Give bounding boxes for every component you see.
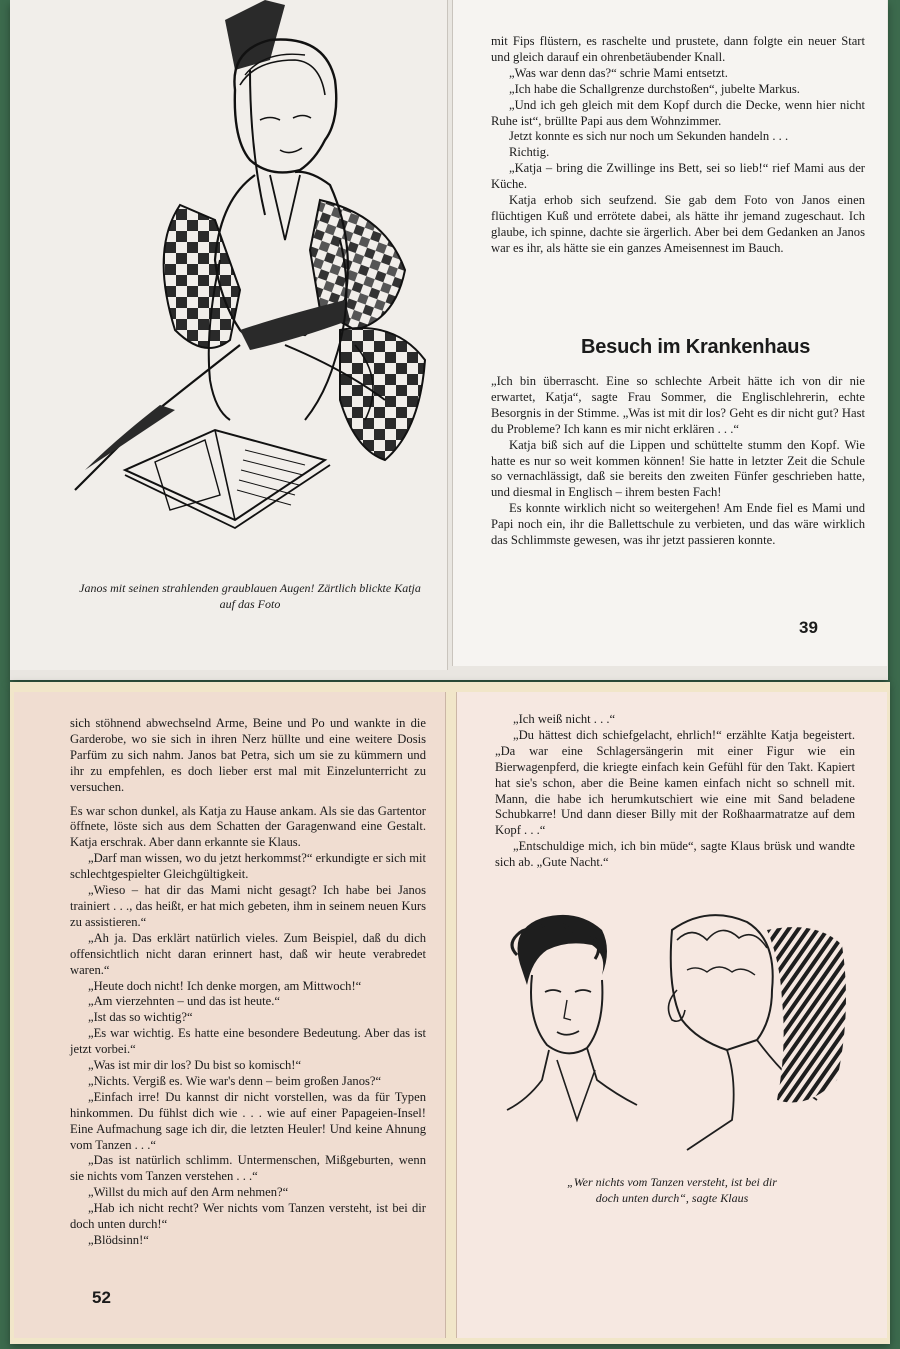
top-left-page [10, 0, 448, 670]
paragraph: „Du hättest dich schiefgelacht, ehrlich!“ erzählte Katja begeistert. „Da war eine Schlagersängerin mit einer Figur wie ein Bierwagenpferd, die kriegte einfach kein Gefühl für den Takt. Kapiert hat sie's schon, aber die Beine kamen einfach nicht so schnell mit. Mann, die habe ich herumkutschiert wie eine mit Sand beladene Schubkarre! Und dann dieser Billy mit der Roßhaarmatratze auf dem Kopf . . .“ [495, 727, 855, 838]
girl-reading-illustration [55, 0, 430, 570]
paragraph: „Ich habe die Schallgrenze durchstoßen“, jubelte Markus. [509, 81, 800, 96]
paragraph: Es konnte wirklich nicht so weitergehen! Am Ende fiel es Mami und Papi noch ein, ihr die Ballettschule zu verbieten, und das wäre wirklich das Schlimmste gewesen, was ihr jetzt passieren konnte. [491, 501, 865, 548]
paragraph: „Katja – bring die Zwillinge ins Bett, sei so lieb!“ rief Mami aus der Küche. [491, 161, 865, 192]
paragraph: Katja biß sich auf die Lippen und schüttelte stumm den Kopf. Wie hatte es nur so weit kommen können! Sie hatte in letzter Zeit die Schule so vernachlässigt, daß sie bereits den zweiten Fünfer geschrieben hatte, und diesmal in Englisch – ihrem besten Fach! [491, 437, 865, 500]
paragraph: „Ah ja. Das erklärt natürlich vieles. Zum Beispiel, daß du dich offensichtlich nicht daran erinnert hast, daß wir heute verabredet waren.“ [70, 930, 426, 977]
paragraph: „Willst du mich auf den Arm nehmen?“ [88, 1185, 289, 1200]
paragraph: sich stöhnend abwechselnd Arme, Beine und Po und wankte in die Garderobe, wo sie sich in ihren Nerz hüllte und eine weitere Dosis Parfüm zu sich nahm. Janos bat Petra, sich um sie zu kümmern und ihr zu empfehlen, es doch lieber erst mal mit Einzelunterricht zu versuchen. [70, 716, 426, 794]
page-number: 39 [799, 618, 818, 637]
paragraph: Richtig. [509, 145, 550, 160]
bottom-left-body-text [70, 716, 426, 1249]
paragraph: „Was war denn das?“ schrie Mami entsetzt. [509, 65, 728, 80]
paragraph: „Nichts. Vergiß es. Wie war's denn – beim großen Janos?“ [88, 1073, 382, 1088]
paragraph: „Am vierzehnten – und das ist heute.“ [88, 994, 280, 1009]
illustration-caption: Janos mit seinen strahlenden graublauen Augen! Zärtlich blickte Katja auf das Foto [79, 581, 421, 611]
bottom-book-spread [10, 682, 890, 1344]
top-right-body-text [491, 34, 865, 257]
paragraph: „Es war wichtig. Es hatte eine besondere Bedeutung. Aber das ist jetzt vorbei.“ [70, 1026, 426, 1057]
two-faces-illustration [487, 910, 857, 1160]
bottom-right-body-text [495, 712, 855, 871]
bottom-right-page [456, 692, 887, 1338]
paragraph: „Ich weiß nicht . . .“ [513, 712, 616, 726]
chapter-title: Besuch im Krankenhaus [581, 336, 811, 358]
paragraph: „Entschuldige mich, ich bin müde“, sagte Klaus brüsk und wandte sich ab. „Gute Nacht.“ [495, 839, 855, 870]
paragraph: Jetzt konnte es sich nur noch um Sekunden handeln . . . [509, 129, 789, 144]
paragraph: „Heute doch nicht! Ich denke morgen, am Mittwoch!“ [88, 978, 362, 993]
illustration-caption: „Wer nichts vom Tanzen versteht, ist bei dir doch unten durch“, sagte Klaus [567, 1175, 777, 1205]
paragraph: Katja erhob sich seufzend. Sie gab dem Foto von Janos einen flüchtigen Kuß und errötete dabei, als hätte ihr jemand zugeschaut. Ich glaube, ich spinne, dachte sie ärgerlich. Aber bei dem Gedanken an Janos war es ihr, als hätte sie ein ganzes Ameisennest im Bauch. [491, 193, 865, 255]
paragraph: „Was ist mir dir los? Du bist so komisch!“ [88, 1058, 302, 1073]
chapter-body-text [491, 374, 865, 549]
paragraph: „Blödsinn!“ [88, 1233, 149, 1247]
paragraph: „Wieso – hat dir das Mami nicht gesagt? Ich habe bei Janos trainiert . . ., das heißt, er hat mich gebeten, ihm in seinem neuen Kurs zu assistieren.“ [70, 883, 426, 929]
paragraph: „Hab ich nicht recht? Wer nichts vom Tanzen versteht, ist bei dir doch unten durch!“ [70, 1201, 426, 1232]
paragraph: „Einfach irre! Du kannst dir nicht vorstellen, was da für Typen hinkommen. Du fühlst dich wie . . . wie auf einer Papageien-Insel! Eine Aufmachung sage ich dir, die letzten Heuler! Und keine Ahnung vom Tanzen . . .“ [70, 1089, 426, 1152]
paragraph: „Darf man wissen, wo du jetzt herkommst?“ erkundigte er sich mit schlechtgespielter Gleichgültigkeit. [70, 851, 426, 882]
paragraph: mit Fips flüstern, es raschelte und prustete, dann folgte ein neuer Start und gleich darauf ein ohrenbetäubender Knall. [491, 34, 865, 64]
paragraph: „Ist das so wichtig?“ [88, 1010, 193, 1025]
top-right-page [452, 0, 887, 666]
paragraph: „Ich bin überrascht. Eine so schlechte Arbeit hätte ich von dir nie erwartet, Katja“, sagte Frau Sommer, die Englischlehrerin, echte Besorgnis in der Stimme. „Was ist mit dir los? Geht es dir nicht gut? Hast du Probleme? Ich kann es mir nicht erklären . . .“ [491, 374, 865, 436]
bottom-left-page [14, 692, 446, 1338]
paragraph: Es war schon dunkel, als Katja zu Hause ankam. Als sie das Gartentor öffnete, löste sich aus dem Schatten der Garagenwand eine Gestalt. Katja erschrak. Aber dann erkannte sie Klaus. [70, 803, 426, 850]
paragraph: „Das ist natürlich schlimm. Untermenschen, Mißgeburten, wenn sie nichts vom Tanzen verstehen . . .“ [70, 1153, 426, 1184]
paragraph: „Und ich geh gleich mit dem Kopf durch die Decke, wenn hier nicht Ruhe ist“, brüllte Papi aus dem Wohnzimmer. [491, 97, 865, 128]
top-book-spread [10, 0, 888, 680]
page-number: 52 [92, 1288, 111, 1307]
